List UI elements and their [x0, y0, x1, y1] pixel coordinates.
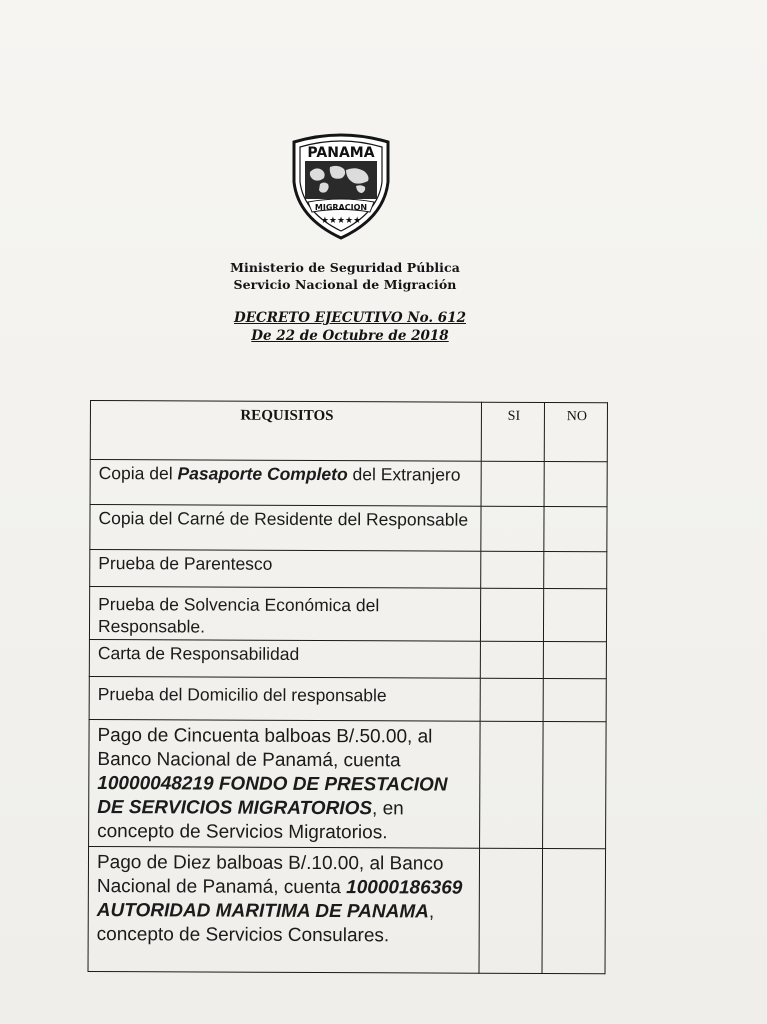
svg-text:MIGRACION: MIGRACION: [314, 203, 368, 212]
column-header-si: SI: [481, 402, 544, 461]
table-row: [90, 505, 607, 552]
requirement-resident-card-copy: Copia del Carné de Residente del Responsable: [90, 505, 481, 552]
no-checkbox-cell[interactable]: [544, 506, 607, 551]
no-checkbox-cell[interactable]: [543, 588, 606, 641]
si-checkbox-cell[interactable]: [480, 678, 543, 721]
migration-seal-logo: [286, 130, 396, 240]
table-row: [89, 719, 607, 848]
requirement-domicile-proof: Prueba del Domicilio del responsable: [89, 676, 480, 721]
requirement-kinship-proof: Prueba de Parentesco: [90, 550, 481, 589]
no-checkbox-cell[interactable]: [544, 461, 607, 506]
requirement-economic-solvency: Prueba de Solvencia Económica del Responsable.: [89, 587, 480, 642]
no-checkbox-cell[interactable]: [544, 551, 607, 588]
table-row: [90, 460, 607, 507]
svg-text:PANAMA: PANAMA: [307, 145, 375, 161]
table-row: [89, 639, 606, 678]
column-header-requisitos: REQUISITOS: [90, 401, 481, 462]
si-checkbox-cell[interactable]: [481, 461, 544, 506]
table-row: [89, 676, 606, 721]
requirement-passport-copy: Copia del Pasaporte Completo del Extranjero: [90, 460, 481, 507]
requirement-payment-fifty-balboas: Pago de Cincuenta balboas B/.50.00, al Banco Nacional de Panamá, cuenta 10000048219 FONDO DE PRESTACION DE SERVICIOS MIGRATORIOS, en concepto de Servicios Migratorios.: [89, 719, 481, 848]
si-checkbox-cell[interactable]: [481, 506, 544, 551]
svg-text:★★★★★: ★★★★★: [320, 216, 362, 226]
table-row: [90, 550, 607, 589]
no-checkbox-cell[interactable]: [543, 721, 607, 848]
no-checkbox-cell[interactable]: [542, 848, 606, 973]
no-checkbox-cell[interactable]: [543, 678, 606, 721]
si-checkbox-cell[interactable]: [480, 588, 543, 641]
ministry-name: Ministerio de Seguridad Pública: [230, 260, 460, 275]
decree-date: De 22 de Octubre de 2018: [251, 328, 449, 344]
table-row: [89, 587, 606, 642]
column-header-no: NO: [544, 402, 607, 461]
si-checkbox-cell[interactable]: [480, 721, 544, 848]
requirements-table: [88, 400, 608, 974]
table-header-row: [90, 401, 607, 462]
decree-number: DECRETO EJECUTIVO No. 612: [234, 310, 466, 326]
si-checkbox-cell[interactable]: [479, 848, 543, 973]
requirement-responsibility-letter: Carta de Responsabilidad: [89, 639, 480, 678]
service-name: Servicio Nacional de Migración: [233, 277, 457, 292]
si-checkbox-cell[interactable]: [480, 641, 543, 678]
requirement-payment-ten-balboas: Pago de Diez balboas B/.10.00, al Banco Nacional de Panamá, cuenta 10000186369 AUTORIDAD MARITIMA DE PANAMA, concepto de Servicios Consulares.: [88, 846, 480, 973]
si-checkbox-cell[interactable]: [481, 551, 544, 588]
no-checkbox-cell[interactable]: [543, 641, 606, 678]
table-row: [88, 846, 606, 973]
